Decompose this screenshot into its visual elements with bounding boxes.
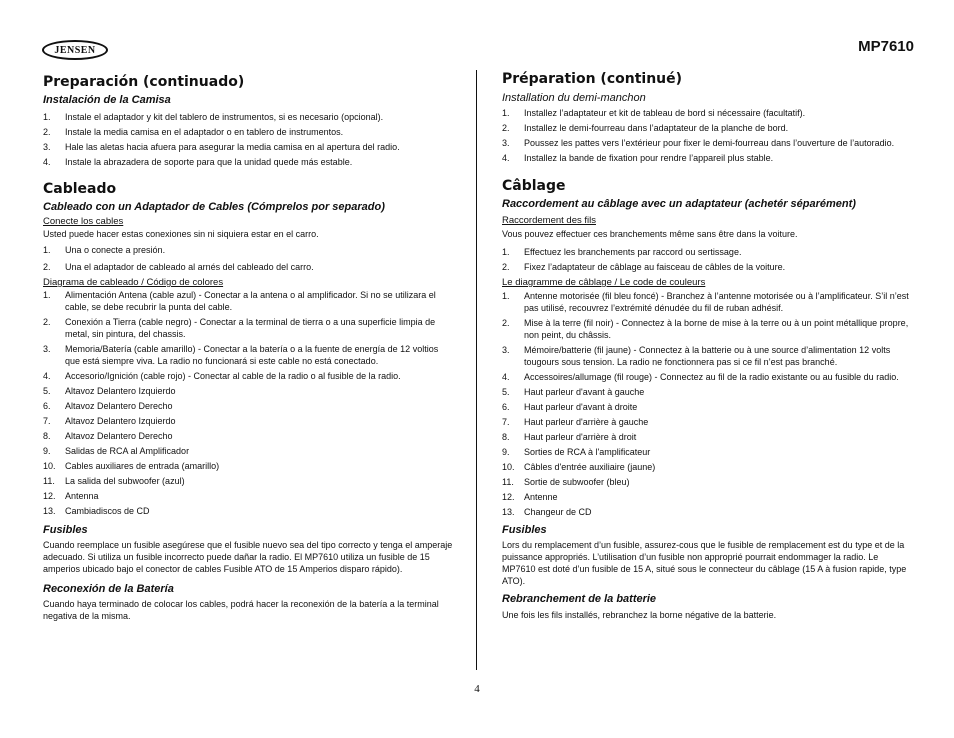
list-item: [502, 386, 912, 398]
list-item-number: 1.: [43, 290, 51, 300]
prep-list: [43, 111, 453, 168]
list-item-text: Alimentación Antena (cable azul) - Conectar a la antena o al amplificador. Si no se utilizara el cable, se debe recubrir la punta del cable.: [65, 290, 436, 312]
list-item-number: 2.: [502, 262, 510, 272]
wiring-subtitle: Cableado con un Adaptador de Cables (Cómprelos por separado): [43, 201, 385, 213]
list-item-text: Memoria/Batería (cable amarillo) - Conectar a la batería o a la fuente de energía de 12 voltios que está siempre viva. La radio no funcionará si este cable no está conectado.: [65, 344, 439, 366]
list-item-number: 6.: [43, 401, 51, 411]
list-item-text: Salidas de RCA al Amplificador: [65, 446, 190, 456]
list-item: [43, 490, 453, 502]
list-item-text: Instale el adaptador y kit del tablero de instrumentos, si es necesario (opcional).: [65, 112, 384, 122]
list-item: [43, 126, 453, 138]
list-item-text: Poussez les pattes vers l’extérieur pour fixer le demi-fourreau dans l’ouverture de l’autoradio.: [524, 138, 895, 148]
list-item-number: 4.: [502, 153, 510, 163]
list-item-number: 4.: [43, 371, 51, 381]
list-item-number: 1.: [43, 112, 51, 122]
list-item: [502, 137, 912, 149]
list-item-number: 2.: [43, 262, 51, 272]
fuses-text: Cuando reemplace un fusible asegúrese que el fusible nuevo sea del tipo correcto y tenga el amperaje adecuado. Si utiliza un fusible incorrecto puede dañar la radio. El MP7610 utiliza un fusible de 15 amperios ubicado bajo el conector de cables Fusible ATO de 15 Amperios disparo rápido).: [43, 540, 453, 574]
list-item: [502, 476, 912, 488]
list-item: [502, 261, 912, 273]
list-item-text: Haut parleur d'avant à droite: [524, 402, 638, 412]
prep-list: [502, 107, 912, 164]
jensen-logo: [42, 40, 108, 60]
list-item-text: Effectuez les branchements par raccord ou sertissage.: [524, 247, 742, 257]
list-item: [43, 244, 453, 256]
list-item-text: Installez la bande de fixation pour rendre l’appareil plus stable.: [524, 153, 774, 163]
list-item-number: 10.: [502, 462, 515, 472]
list-item-number: 7.: [43, 416, 51, 426]
connect-list: [43, 244, 453, 273]
list-item: [502, 431, 912, 443]
list-item-text: La salida del subwoofer (azul): [65, 476, 185, 486]
list-item-number: 1.: [502, 291, 510, 301]
list-item: [43, 111, 453, 123]
list-item-number: 1.: [43, 245, 51, 255]
connect-heading: Conecte los cables: [43, 216, 124, 227]
spanish-column: [43, 70, 453, 622]
list-item: [43, 445, 453, 457]
list-item-text: Accesorio/Ignición (cable rojo) - Conectar al cable de la radio o al fusible de la radio.: [65, 371, 401, 381]
column-divider: [476, 70, 477, 670]
list-item: [502, 152, 912, 164]
list-item-number: 12.: [43, 491, 56, 501]
fuses-text: Lors du remplacement d’un fusible, assurez-cous que le fusible de remplacement est du type et de la puissance appropriés. L’utilisation d’un fusible non approprié pourrait endommager la radio. Le MP7610 est doté d’un fusible de 15 A, situé sous le connecteur du câblage (15 A à fusion rapide, type ATO).: [502, 540, 907, 586]
list-item-number: 9.: [43, 446, 51, 456]
list-item: [43, 141, 453, 153]
list-item-text: Cambiadiscos de CD: [65, 506, 150, 516]
list-item: [43, 385, 453, 397]
connect-text: Usted puede hacer estas conexiones sin ni siquiera estar en el carro.: [43, 229, 319, 239]
connect-heading: Raccordement des fils: [502, 215, 596, 226]
prep-subtitle: Installation du demi-manchon: [502, 92, 646, 104]
list-item-number: 7.: [502, 417, 510, 427]
list-item-text: Fixez l’adaptateur de câblage au faisceau de câbles de la voiture.: [524, 262, 786, 272]
list-item-text: Altavoz Delantero Derecho: [65, 401, 173, 411]
list-item-number: 3.: [43, 344, 51, 354]
list-item-number: 8.: [43, 431, 51, 441]
list-item-text: Câbles d'entrée auxiliaire (jaune): [524, 462, 656, 472]
list-item: [502, 317, 912, 341]
list-item: [502, 246, 912, 258]
list-item-text: Sortie de subwoofer (bleu): [524, 477, 630, 487]
battery-text: Une fois les fils installés, rebranchez la borne négative de la batterie.: [502, 610, 777, 620]
list-item-number: 2.: [43, 127, 51, 137]
list-item-text: Altavoz Delantero Izquierdo: [65, 416, 176, 426]
list-item-text: Mise à la terre (fil noir) - Connectez à la borne de mise à la terre ou à un point métallique propre, non peint, du châssis.: [524, 318, 909, 340]
page-number: 4: [474, 683, 480, 695]
list-item-text: Sorties de RCA à l'amplificateur: [524, 447, 651, 457]
list-item: [43, 475, 453, 487]
diagram-list: [502, 290, 912, 518]
battery-title: Rebranchement de la batterie: [502, 593, 657, 605]
list-item-text: Haut parleur d'arrière à droit: [524, 432, 637, 442]
connect-list: [502, 246, 912, 273]
list-item: [502, 416, 912, 428]
list-item-text: Altavoz Delantero Derecho: [65, 431, 173, 441]
wiring-subtitle: Raccordement au câblage avec un adaptateur (achetér séparément): [502, 198, 856, 210]
prep-title: Préparation (continué): [502, 71, 683, 87]
wiring-title: Câblage: [502, 178, 566, 194]
list-item: [502, 344, 912, 368]
fuses-title: Fusibles: [43, 524, 88, 536]
list-item: [43, 289, 453, 313]
list-item: [502, 290, 912, 314]
list-item: [502, 461, 912, 473]
prep-title: Preparación (continuado): [43, 74, 245, 90]
list-item-text: Cables auxiliares de entrada (amarillo): [65, 461, 220, 471]
list-item-number: 3.: [43, 142, 51, 152]
list-item-number: 3.: [502, 345, 510, 355]
list-item-number: 10.: [43, 461, 56, 471]
list-item-number: 11.: [502, 477, 514, 487]
list-item-text: Instale la media camisa en el adaptador o en tablero de instrumentos.: [65, 127, 344, 137]
list-item-text: Haut parleur d'avant à gauche: [524, 387, 645, 397]
list-item-text: Instale la abrazadera de soporte para que la unidad quede más estable.: [65, 157, 353, 167]
list-item-number: 12.: [502, 492, 515, 502]
list-item-number: 2.: [43, 317, 51, 327]
list-item-number: 11.: [43, 476, 55, 486]
list-item-text: Mémoire/batterie (fil jaune) - Connectez à la batterie ou à une source d’alimentation 12 volts tougours sous tension. La radio ne fonctionnera pas si ce fil n’est pas branché.: [524, 345, 891, 367]
list-item: [43, 370, 453, 382]
list-item: [502, 446, 912, 458]
list-item: [502, 491, 912, 503]
list-item-text: Antenna: [65, 491, 99, 501]
list-item-text: Una o conecte a presión.: [65, 245, 166, 255]
list-item-text: Changeur de CD: [524, 507, 592, 517]
battery-text: Cuando haya terminado de colocar los cables, podrá hacer la reconexión de la batería a la terminal negativa de la misma.: [43, 599, 439, 621]
list-item: [502, 506, 912, 518]
list-item: [43, 343, 453, 367]
list-item-text: Altavoz Delantero Izquierdo: [65, 386, 176, 396]
fuses-title: Fusibles: [502, 524, 547, 536]
french-column: [502, 70, 912, 621]
list-item-text: Una el adaptador de cableado al arnés del cableado del carro.: [65, 262, 314, 272]
diagram-list: [43, 289, 453, 517]
list-item-number: 1.: [502, 247, 510, 257]
list-item-number: 3.: [502, 138, 510, 148]
list-item-text: Antenne motorisée (fil bleu foncé) - Branchez à l’antenne motorisée ou à l’amplificateur. S’il n’est pas utilisé, recouvrez l’extrémité dénudée du fil de ruban adhésif.: [524, 291, 909, 313]
list-item: [43, 430, 453, 442]
list-item-text: Conexión a Tierra (cable negro) - Conectar a la terminal de tierra o a una superficie limpia de metal, sin pintura, del chassis.: [65, 317, 436, 339]
list-item-number: 2.: [502, 123, 510, 133]
list-item-number: 5.: [43, 386, 51, 396]
list-item-number: 13.: [502, 507, 515, 517]
list-item: [43, 261, 453, 273]
list-item: [502, 371, 912, 383]
list-item: [43, 415, 453, 427]
diagram-heading: Diagrama de cableado / Código de colores: [43, 277, 224, 288]
logo-text: JENSEN: [54, 44, 96, 56]
prep-subtitle: Instalación de la Camisa: [43, 94, 171, 106]
list-item: [43, 316, 453, 340]
list-item: [43, 505, 453, 517]
model-number: MP7610: [858, 38, 914, 55]
list-item-number: 6.: [502, 402, 510, 412]
list-item-number: 4.: [502, 372, 510, 382]
list-item-number: 8.: [502, 432, 510, 442]
list-item: [43, 156, 453, 168]
battery-title: Reconexión de la Batería: [43, 583, 174, 595]
connect-text: Vous pouvez effectuer ces branchements même sans être dans la voiture.: [502, 229, 798, 239]
list-item-text: Installez le demi-fourreau dans l’adaptateur de la planche de bord.: [524, 123, 789, 133]
list-item: [43, 460, 453, 472]
list-item-text: Installez l’adaptateur et kit de tableau de bord si nécessaire (facultatif).: [524, 108, 806, 118]
list-item: [502, 401, 912, 413]
list-item: [502, 122, 912, 134]
list-item-number: 9.: [502, 447, 510, 457]
list-item-number: 5.: [502, 387, 510, 397]
list-item-text: Accessoires/allumage (fil rouge) - Connectez au fil de la radio existante ou au fusible du radio.: [524, 372, 899, 382]
list-item-number: 4.: [43, 157, 51, 167]
list-item-number: 2.: [502, 318, 510, 328]
list-item-number: 13.: [43, 506, 56, 516]
list-item-text: Haut parleur d'arrière à gauche: [524, 417, 649, 427]
wiring-title: Cableado: [43, 181, 117, 197]
list-item: [43, 400, 453, 412]
list-item: [502, 107, 912, 119]
diagram-heading: Le diagramme de câblage / Le code de couleurs: [502, 277, 706, 288]
list-item-number: 1.: [502, 108, 510, 118]
list-item-text: Hale las aletas hacia afuera para asegurar la media camisa en al apertura del radio.: [65, 142, 400, 152]
list-item-text: Antenne: [524, 492, 558, 502]
